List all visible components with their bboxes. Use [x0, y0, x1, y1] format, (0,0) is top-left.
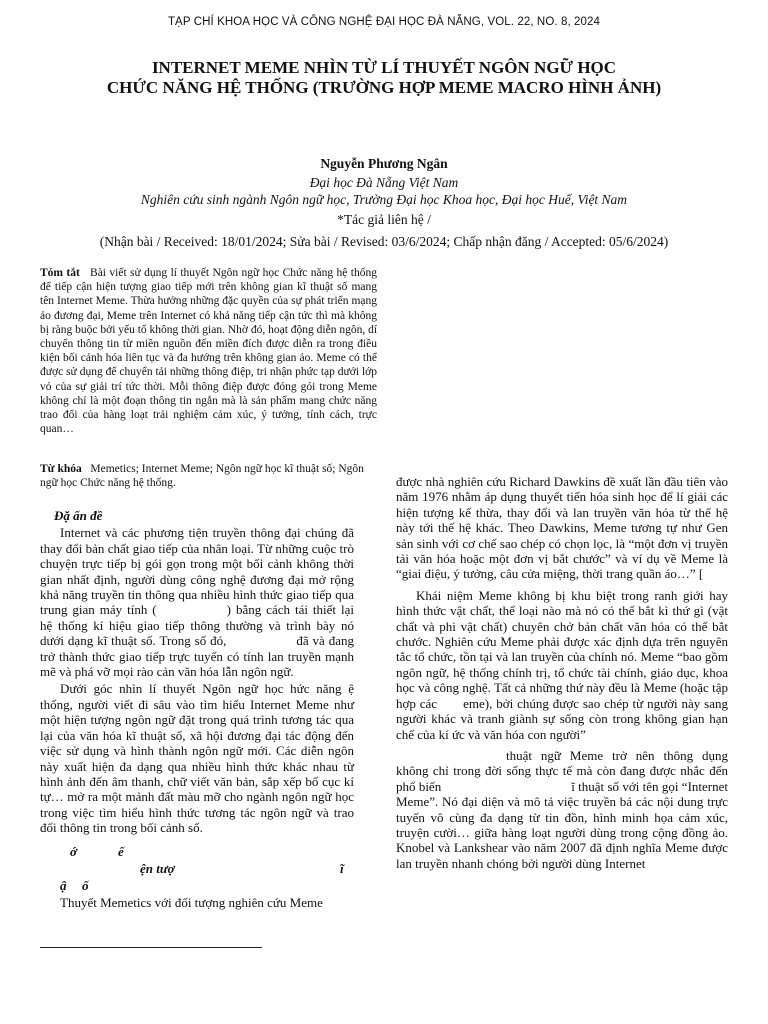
corresponding-author: *Tác giả liên hệ / [337, 212, 431, 227]
subheading-3 [40, 878, 354, 895]
footnote-rule [40, 947, 262, 948]
title-line-1: INTERNET MEME NHÌN TỪ LÍ THUYẾT NGÔN NGỮ HỌC [151, 58, 617, 77]
section-heading: Đặ ấn đề [54, 508, 103, 523]
paper-title [30, 58, 738, 98]
internet-meme-text-a: thuật ngữ Meme trở nên thông dụng không chỉ trong đời sống thực tế mà còn đang được nhắc đến phổ biến [396, 747, 728, 794]
paragraph-meme-concept [396, 588, 728, 742]
paragraph-dawkins: được nhà nghiên cứu Richard Dawkins đề xuất lần đầu tiên vào năm 1976 nhằm áp dụng thuyết tiến hóa sinh học để lí giải các hiện tượng kế thừa, thay đổi và lan truyền văn hóa từ thế hệ này tới thế hệ khác. Theo Dawkins, Meme tương tự như Gen sản sinh với cơ chế sao chép có chọn lọc, là “một đơn vị truyền tải văn hóa hoặc một đơn vị bắt chước” và ví dụ về Meme là “giai điệu, ý tưởng, câu cửa miệng, thời trang quần áo…” [ [396, 474, 728, 582]
meme-concept-text-b: eme), bởi chúng được sao chép từ người này sang người khác và tranh giành sự sống còn trong không gian hạn chế của kí ức và văn hóa con người” [396, 695, 729, 742]
paragraph-memetics: Thuyết Memetics với đối tượng nghiên cứu Meme [60, 894, 323, 910]
journal-header: TẠP CHÍ KHOA HỌC VÀ CÔNG NGHỆ ĐẠI HỌC ĐÀ NẴNG, VOL. 22, NO. 8, 2024 [167, 16, 601, 28]
subheading-3-part-b: ố [82, 877, 89, 893]
affiliation-2: Nghiên cứu sinh ngành Ngôn ngữ học, Trường Đại học Khoa học, Đại học Huế, Việt Nam [140, 192, 628, 207]
abstract [40, 266, 377, 436]
abstract-text: Bài viết sử dụng lí thuyết Ngôn ngữ học Chức năng hệ thống để tiếp cận hiện tượng giao tiếp mới trên không gian kĩ thuật số mang tên Internet Meme. Thừa hưởng những đặc quyền của sự phát triển mạng ảo đương đại, Meme trên Internet có khả năng tiếp cận tức thì mà không bị ràng buộc bởi yếu tố không thời gian. Nhờ đó, hoạt động diễn ngôn, dí chuyển thông tin từ miền nguồn đến miền đích được diễn ra trong điều kiện bối cảnh hóa liên tục và đa hướng trên không gian ảo. Meme có thể được sử dụng để chuyển tải những thông điệp, tri nhận phức tạp dưới lớp vỏ của sự giải trí tức thời. Mỗi thông điệp được đóng gói trong Meme không chỉ là một đoạn thông tin ngắn mà là sản phẩm mang chức năng trao đổi của hàng loạt trải nghiệm cảm xúc, ý tưởng, tính cách, trực quan… [40, 267, 378, 436]
keywords-label: Từ khóa [40, 463, 82, 475]
right-column [396, 474, 728, 871]
subheading-1-part-a: ớ [70, 843, 77, 859]
internet-meme-text-b: ĩ thuật số với tên gọi “Internet Meme”. Nó đại diện và mô tả việc truyền bá các nội dung trực tuyến vô cùng đa dạng từ tin đồn, hình minh họa cảm xúc, truyện cười… giữa hàng loạt người dùng trong cộng đồng ảo. Knobel và Lankshear vào năm 2007 đã định nghĩa Meme được lan truyền nhanh chóng bởi người dùng Internet [396, 778, 728, 871]
subheading-2-part-a: ện tượ [140, 860, 175, 876]
abstract-label: Tóm tắt [40, 267, 80, 279]
subheading-2 [40, 861, 354, 878]
intro-text-b: ) bằng cách tái thiết lại hệ thống kí hiệu giao tiếp thông thường và trình bày nó dưới dạng kĩ thuật số. Trong số đó, [40, 602, 354, 649]
author-name: Nguyễn Phương Ngân [320, 156, 448, 171]
intro-text-a: Internet và các phương tiện truyền thông đại chúng đã thay đổi bản chất giao tiếp của nhân loại. Từ những cuộc trò chuyện trực tiếp bị gói gọn trong một bối cảnh không thời gian nhất định, người dùng công nghệ đương đại mở rộng khả năng truyền tin thông qua nhiều hình thức giao tiếp qua trung gian máy tính ( [40, 525, 354, 618]
paragraph-approach: Dưới góc nhìn lí thuyết Ngôn ngữ học hức năng ệ thống, người viết đi sâu vào tìm hiểu Internet Meme như một hiện tượng ngôn ngữ đặt trong quá trình tương tác qua lại của văn hóa kĩ thuật số, xã hội đương đại tác động đến việc sử dụng và hình thành ngôn ngữ mới. Các diễn ngôn này xuất hiện đa dạng qua nhiều hình thức khác nhau từ hình ảnh đến âm thanh, chữ viết văn bản, sắp xếp bố cục kí tự… mở ra một mảnh đất màu mỡ cho ngành ngôn ngữ học trong việc tìm hiểu hình thức tương tác ngôn ngữ và trao đổi thông tin trong bối cảnh số. [40, 681, 354, 836]
subheading-3-part-a: ậ [60, 877, 67, 893]
meme-concept-text-a: Khái niệm Meme không bị khu biệt trong ranh giới hay hình thức vật chất, thể loại nào mà nó có thể bắt kì thứ gì (vật chất và phi vật chất) chuyên chở bản chất văn hóa có thể bắt chước. Nghiên cứu Meme phải được xác định dựa trên nguyên tắc tổ chức, tồn tại và lan truyền của chính nó. Meme “bao gồm ngôn ngữ, hệ thống chính trị, tổ chức tài chính, giáo dục, khoa học và công nghệ. Tất cả những thứ này đều là Meme (hoặc tập hợp các [396, 587, 728, 711]
intro-text-c: đã và đang trở thành thức giao tiếp trực tuyến có tính lan truyền mạnh mẽ và phá vỡ mọi rào cản văn hóa lẫn ngôn ngữ. [40, 633, 354, 680]
keywords [40, 462, 377, 490]
subheading-1 [40, 844, 354, 861]
subheading-2-part-b: ĩ [340, 860, 344, 876]
paragraph-internet-meme [396, 748, 728, 871]
subheading-1-part-b: ế [118, 843, 124, 859]
left-column [40, 508, 354, 910]
submission-dates: (Nhận bài / Received: 18/01/2024; Sửa bài / Revised: 03/6/2024; Chấp nhận đăng / Accepted: 05/6/2024) [99, 234, 669, 249]
keywords-text: Memetics; Internet Meme; Ngôn ngữ học kĩ thuật số; Ngôn ngữ học Chức năng hệ thống. [40, 463, 364, 490]
paragraph-intro [40, 525, 354, 679]
affiliation-1: Đại học Đà Nẵng Việt Nam [309, 175, 459, 190]
title-line-2: CHỨC NĂNG HỆ THỐNG (TRƯỜNG HỢP MEME MACRO HÌNH ẢNH) [106, 78, 662, 97]
